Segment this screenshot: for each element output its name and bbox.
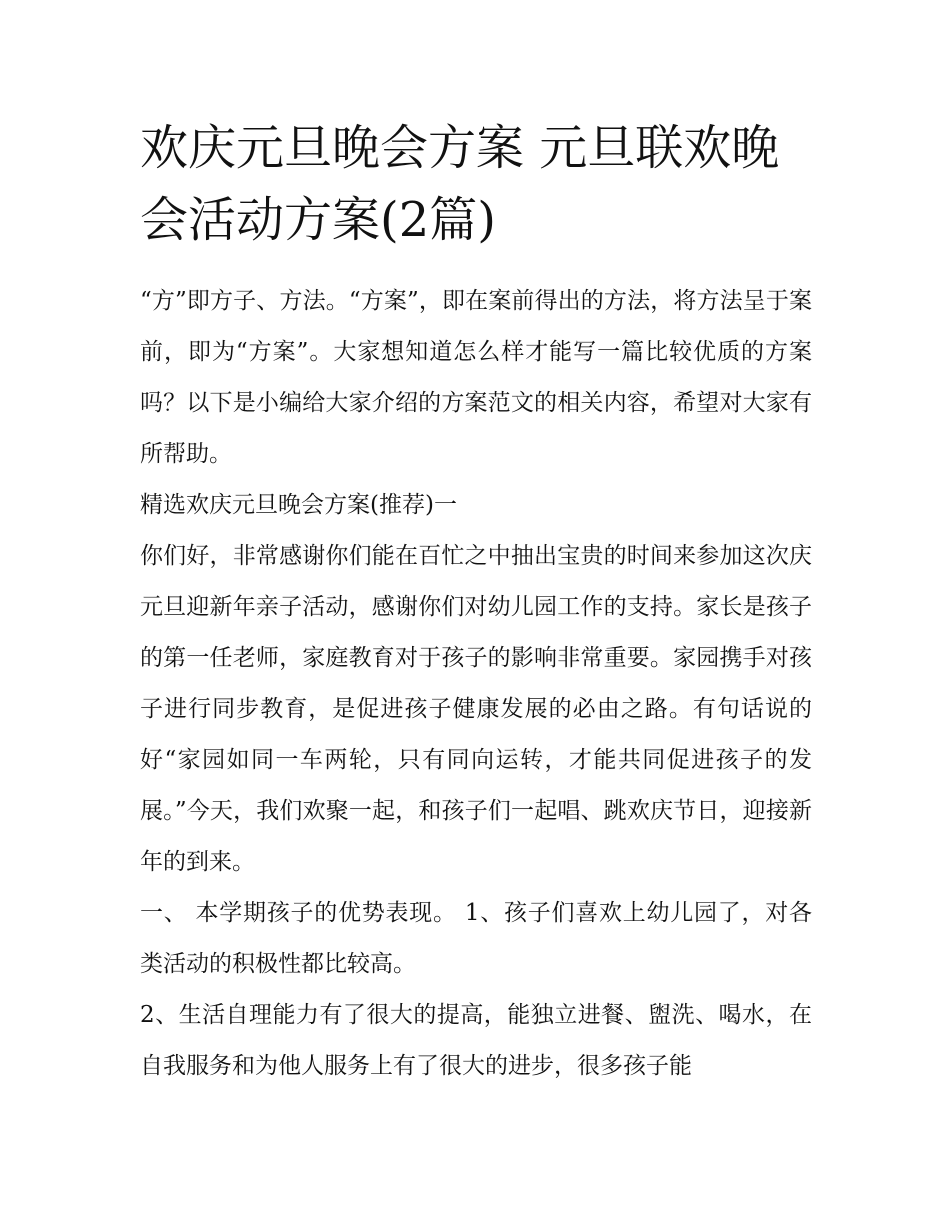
paragraph-section-heading: 精选欢庆元旦晚会方案(推荐)一 (140, 492, 457, 518)
document-page (140, 112, 812, 1092)
document-title: 欢庆元旦晚会方案 元旦联欢晚会活动方案(2篇) (140, 120, 780, 248)
paragraph-point-one: 一、 本学期孩子的优势表现。 1、孩子们喜欢上幼儿园了，对各类活动的积极性都比较高。 (140, 900, 812, 977)
paragraph-intro: “方”即方子、方法。“方案”，即在案前得出的方法，将方法呈于案前，即为“方案”。大家想知道怎么样才能写一篇比较优质的方案吗？以下是小编给大家介绍的方案范文的相关内容，希望对大家有所帮助。 (140, 288, 812, 467)
paragraph-point-two: 2、生活自理能力有了很大的提高，能独立进餐、盥洗、喝水，在自我服务和为他人服务上有了很大的进步，很多孩子能 (140, 1002, 812, 1079)
paragraph-greeting: 你们好，非常感谢你们能在百忙之中抽出宝贵的时间来参加这次庆元旦迎新年亲子活动，感谢你们对幼儿园工作的支持。家长是孩子的第一任老师，家庭教育对于孩子的影响非常重要。家园携手对孩子进行同步教育，是促进孩子健康发展的必由之路。有句话说的好“家园如同一车两轮，只有同向运转，才能共同促进孩子的发展。”今天，我们欢聚一起，和孩子们一起唱、跳欢庆节日，迎接新年的到来。 (140, 543, 812, 875)
